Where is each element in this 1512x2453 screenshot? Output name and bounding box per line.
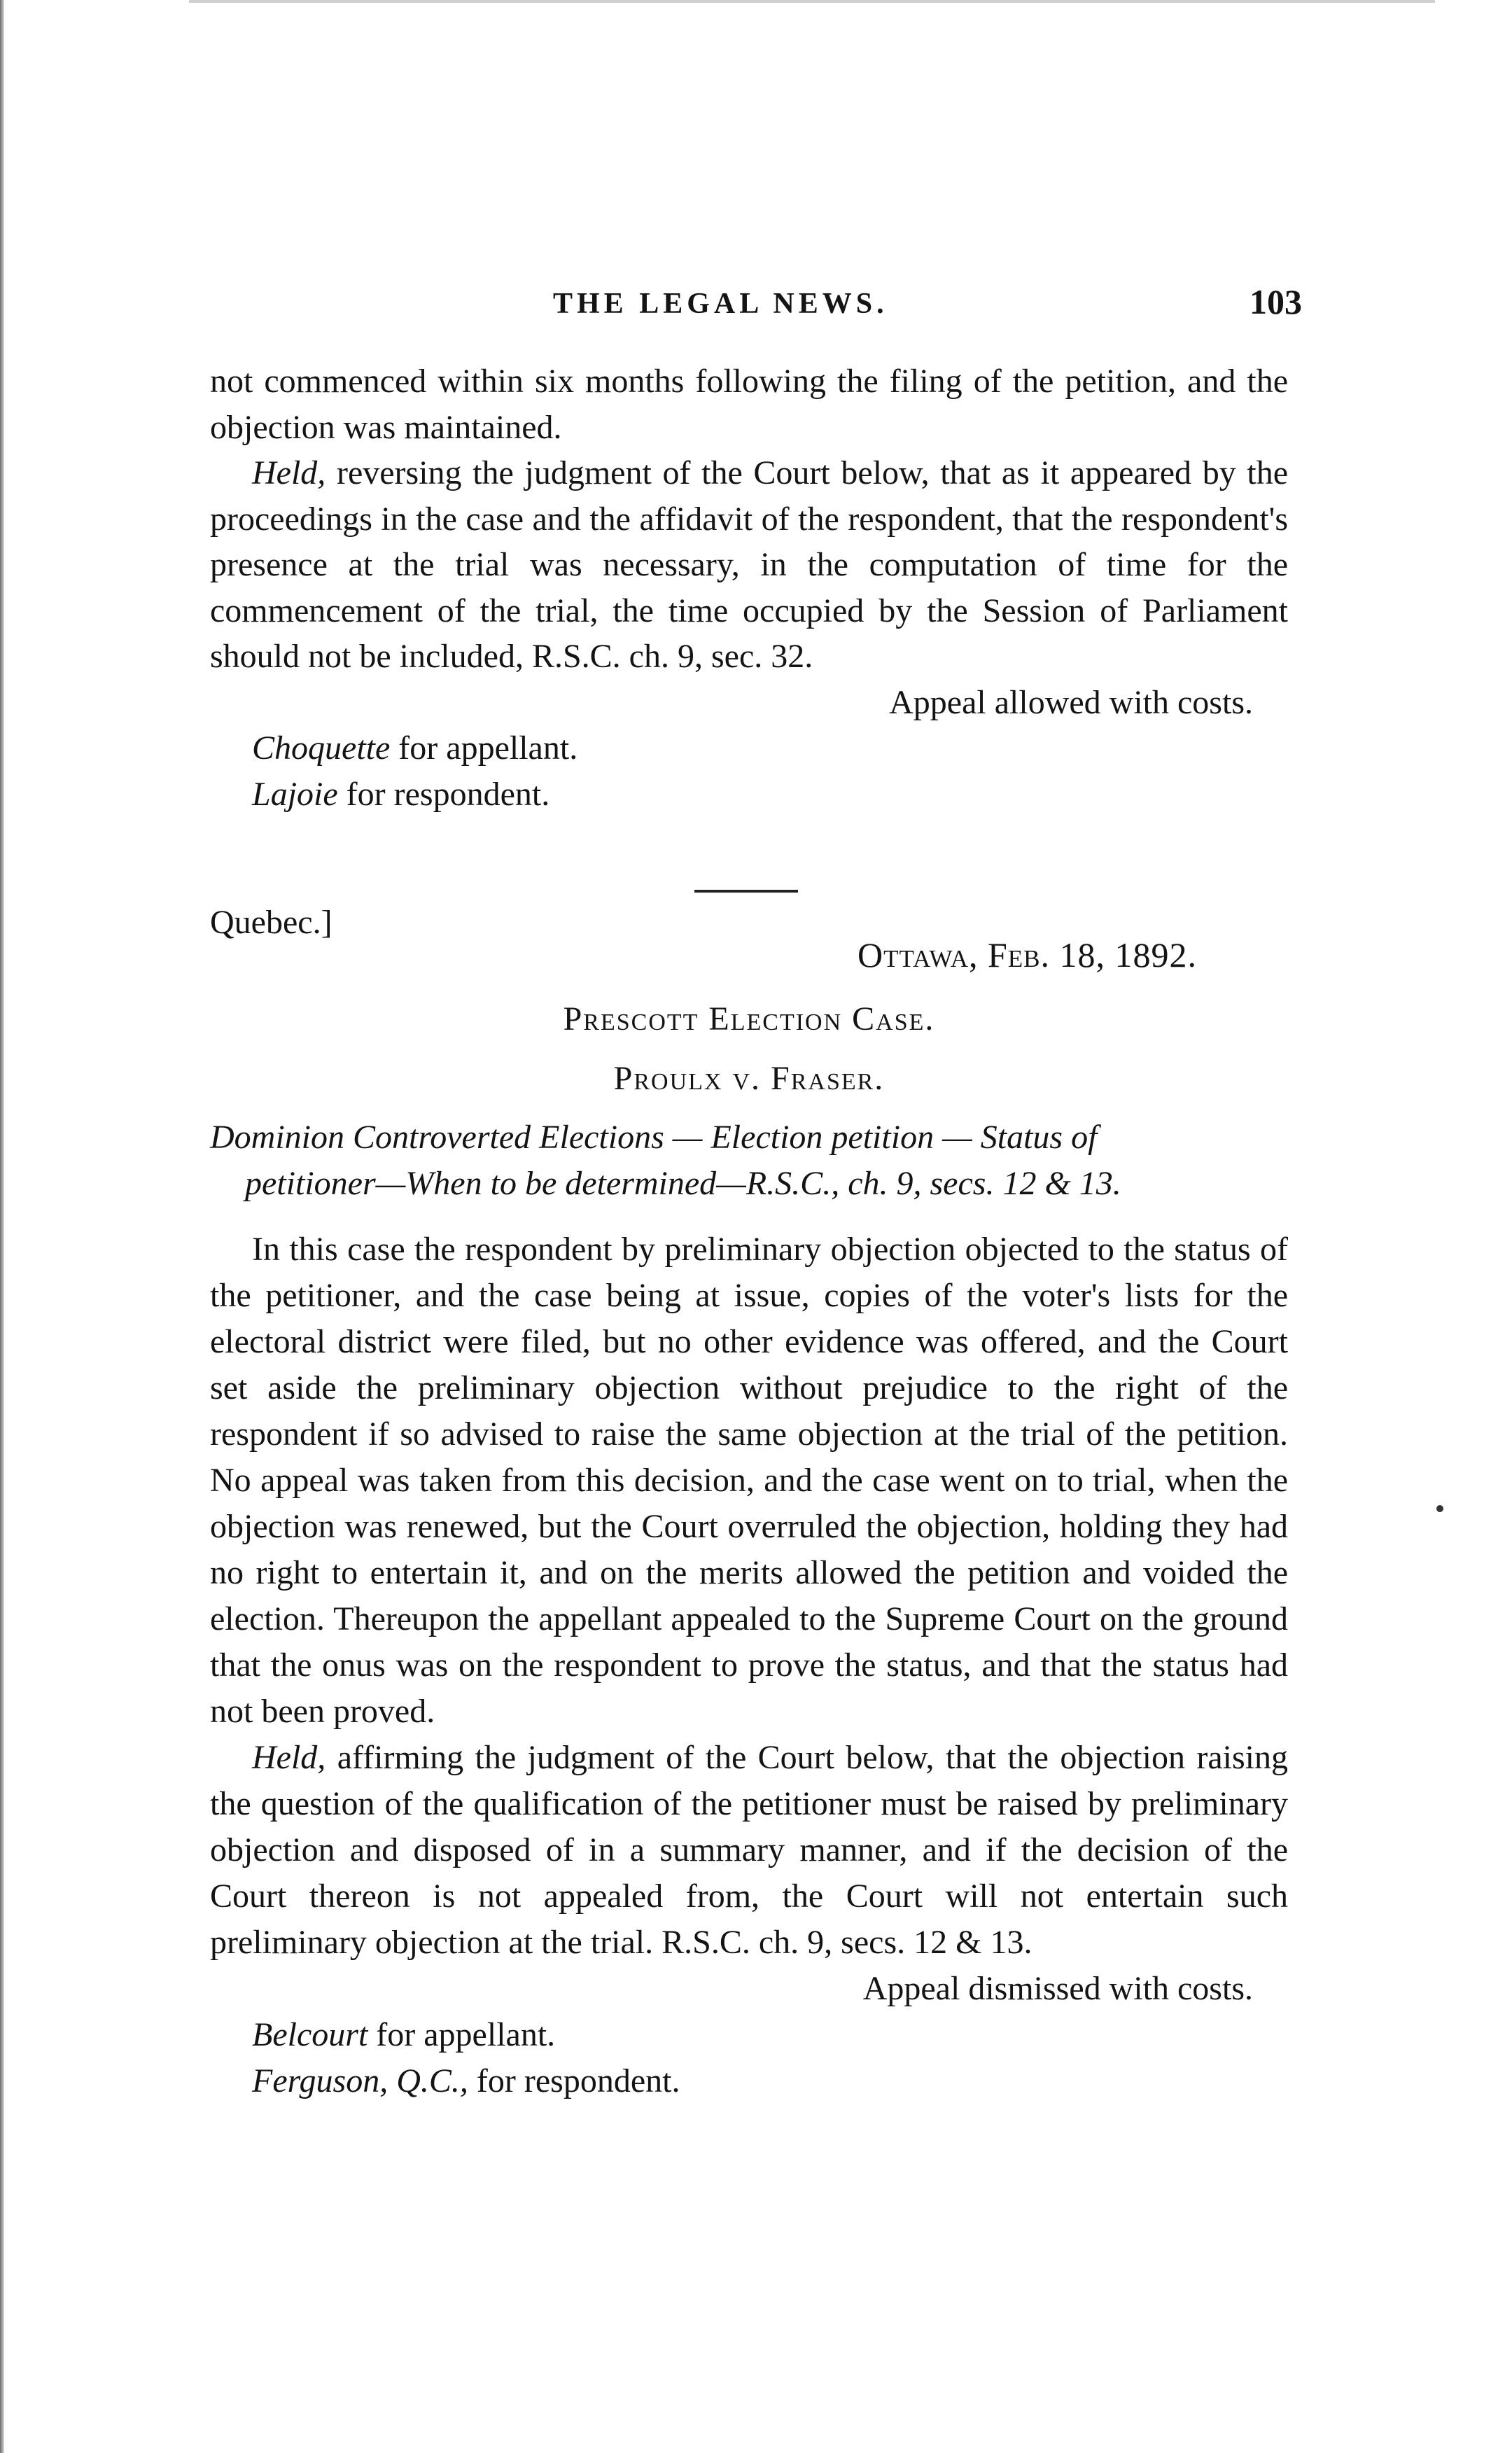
case1-paragraph: not commenced within six months following the filing of the petition, and the objection was maintained. — [210, 363, 1288, 446]
counsel-name: Ferguson, Q.C., — [252, 2062, 468, 2099]
case2-disposition: Appeal dismissed with costs. — [862, 1970, 1253, 2007]
case2-counsel-appellant — [210, 2012, 1288, 2058]
case2-paragraph: In this case the respondent by preliminary objection objected to the status of the petitioner, and the case being at issue, copies of the voter's lists for the electoral district were filed, but no other evidence was offered, and the Court set aside the preliminary objection without prejudice to the right of the respondent if so advised to raise the same objection at the trial of the petition. No appeal was taken from this decision, and the case went on to trial, when the objection was renewed, but the Court overruled the objection, holding they had no right to entertain it, and on the merits allowed the petition and voided the election. Thereupon the appellant appealed to the Supreme Court on the ground that the onus was on the respondent to prove the status, and that the status had not been proved. — [210, 1231, 1288, 1730]
dateline: Ottawa, Feb. 18, 1892. — [858, 935, 1198, 974]
case2-counsel-respondent — [210, 2058, 1288, 2104]
counsel-role: for appellant. — [390, 729, 578, 767]
held-word: Held, — [252, 454, 326, 491]
held-text: reversing the judgment of the Court below, that as it appeared by the proceedings in the case and the affidavit of the respondent, that the respondent's presence at the trial was necessary, in the computation of time for the commencement of the trial, the time occupied by the Session of Parliament should not be included, R.S.C. ch. 9, sec. 32. — [210, 454, 1288, 675]
headnote-line: Dominion Controverted Elections — Election petition — Status of — [210, 1119, 1098, 1156]
case1-counsel-respondent — [210, 771, 1288, 818]
counsel-role: for respondent. — [337, 776, 550, 813]
headnote-line: petitioner—When to be determined—R.S.C., ch. 9, secs. 12 & 13. — [245, 1165, 1121, 1202]
case-parties: Proulx v. Fraser. — [613, 1060, 885, 1097]
counsel-role: for appellant. — [368, 2016, 556, 2053]
case1-counsel-appellant — [210, 725, 1288, 771]
held-word: Held, — [252, 1739, 326, 1776]
court-place: Quebec.] — [210, 904, 332, 941]
headnote — [210, 1114, 1288, 1207]
held-text: affirming the judgment of the Court below, that the objection raising the question of the qualification of the petitioner must be raised by preliminary objection and disposed of in a summary manner, and if the decision of the Court thereon is not appealed from, the Court will not entertain such preliminary objection at the trial. R.S.C. ch. 9, secs. 12 & 13. — [210, 1739, 1288, 1961]
running-head — [210, 281, 1302, 323]
page-edge-top — [189, 0, 1435, 3]
case2-held-paragraph — [210, 1735, 1288, 1966]
page-number: 103 — [1250, 282, 1302, 321]
page-edge-left — [0, 0, 4, 2453]
case1-held-paragraph — [210, 450, 1288, 680]
case2-body — [210, 1226, 1288, 2104]
case-title: Prescott Election Case. — [563, 1000, 935, 1037]
case1-disposition: Appeal allowed with costs. — [889, 683, 1253, 721]
counsel-name: Lajoie — [252, 776, 338, 813]
running-head-title: THE LEGAL NEWS. — [553, 288, 888, 320]
counsel-role: for respondent. — [468, 2062, 680, 2099]
counsel-name: Choquette — [252, 729, 391, 767]
margin-speck — [1436, 1505, 1443, 1512]
section-divider — [694, 890, 798, 893]
case1-body — [210, 358, 1288, 818]
counsel-name: Belcourt — [252, 2016, 368, 2053]
